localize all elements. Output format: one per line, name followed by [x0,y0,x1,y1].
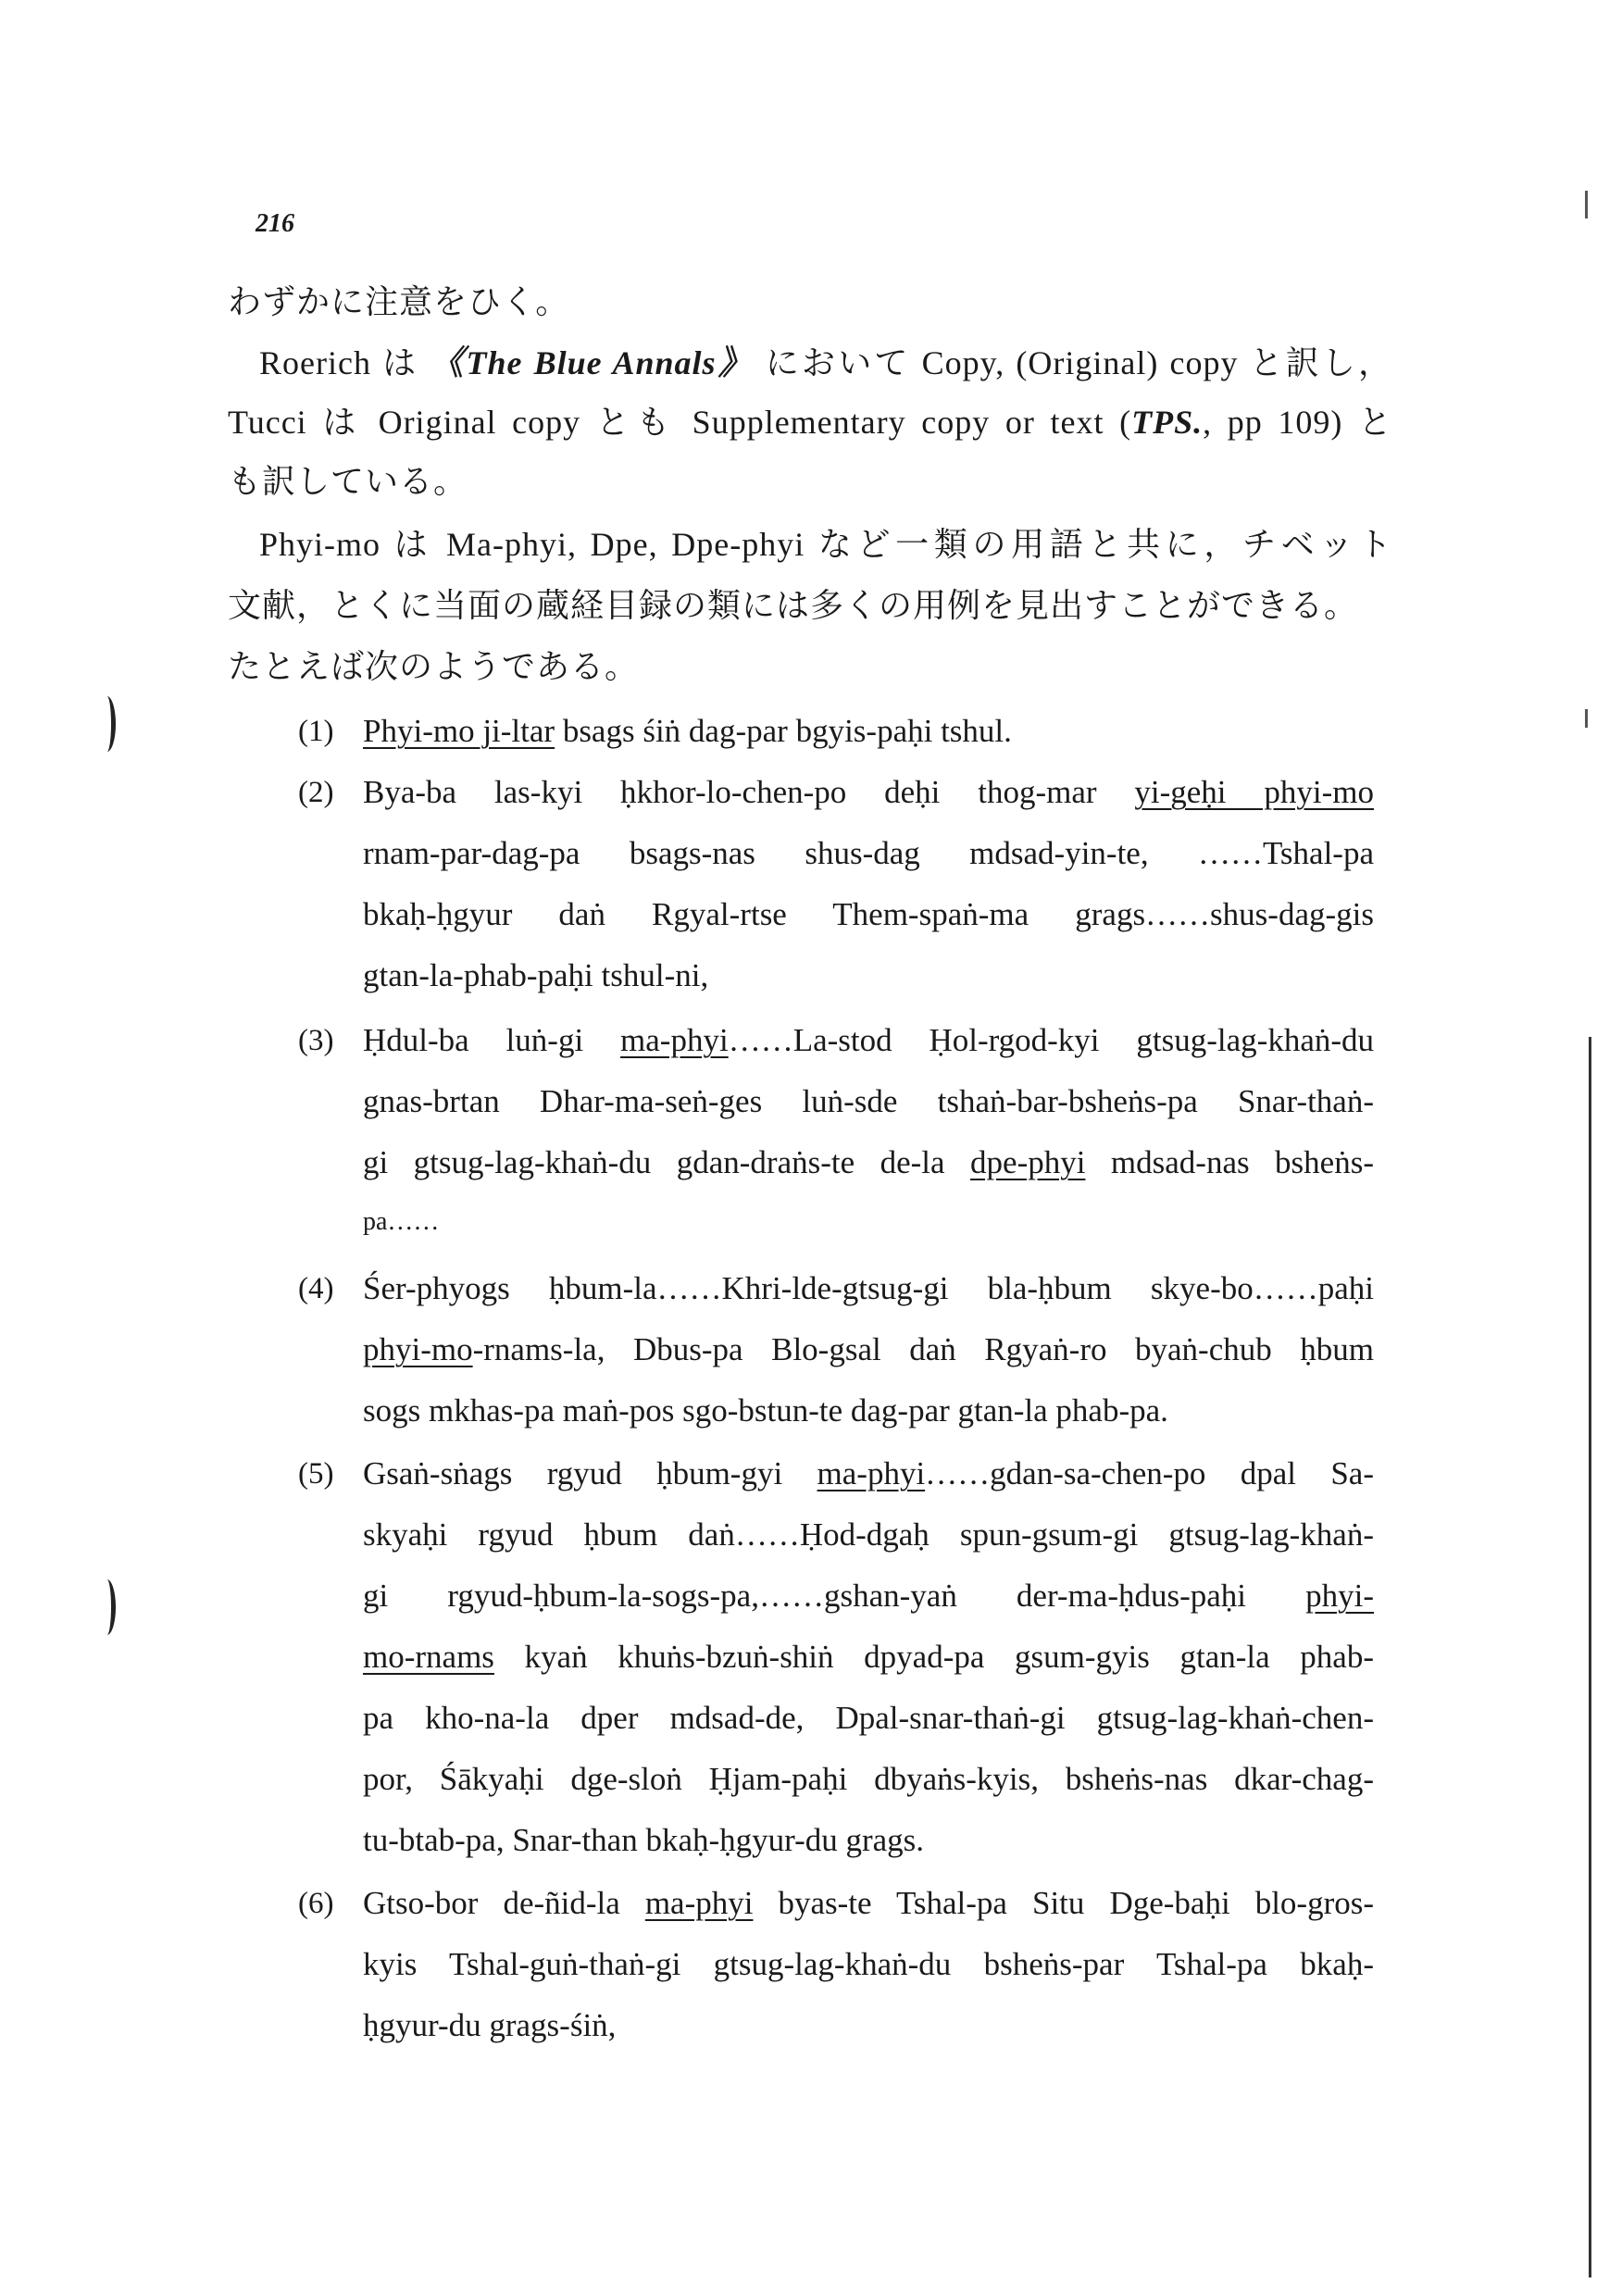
text-fragment: Bya-ba las-kyi ḥkhor-lo-chen-po deḥi thog-mar [363,774,1135,810]
item-5-line-2: skyaḥi rgyud ḥbum daṅ……Ḥod-dgaḥ spun-gsum-gi gtsug-lag-khaṅ- [363,1516,1374,1553]
item-5-line-1 [363,1455,1374,1492]
item-3-line-3 [363,1144,1374,1181]
item-5-line-7: tu-btab-pa, Snar-than bkaḥ-ḥgyur-du grags. [363,1822,925,1858]
item-3-line-1 [363,1022,1374,1059]
item-6-line-1 [363,1885,1374,1922]
item-3-line-4: pa…… [363,1207,440,1236]
item-6-line-2: kyis Tshal-guṅ-thaṅ-gi gtsug-lag-khaṅ-du bsheṅs-par Tshal-pa bkaḥ- [363,1946,1374,1982]
text-fragment: -rnams-la, Dbus-pa Blo-gsal daṅ Rgyaṅ-ro byaṅ-chub ḥbum [472,1331,1374,1367]
intro-line: わずかに注意をひく。 [228,283,570,320]
text-fragment: , pp 109) と [1203,404,1392,441]
text-fragment: gi gtsug-lag-khaṅ-du gdan-draṅs-te de-la [363,1144,971,1180]
paragraph-1-line-2 [228,404,1392,441]
text-fragment: Ḥdul-ba luṅ-gi [363,1022,621,1058]
paragraph-1-line-1 [259,344,1392,381]
underlined-term: mo-rnams [363,1639,494,1675]
scan-edge-tick [1585,191,1588,218]
item-5-line-6: por, Śākyaḥi dge-sloṅ Ḥjam-paḥi dbyaṅs-kyis, bsheṅs-nas dkar-chag- [363,1761,1374,1797]
underlined-term: ma-phyi [817,1455,926,1491]
item-4-line-1: Śer-phyogs ḥbum-la……Khri-lde-gtsug-gi bla-ḥbum skye-bo……paḥi [363,1270,1374,1306]
text-fragment: において Copy, (Original) copy と訳し， [765,344,1392,381]
item-1-line-1 [363,713,1012,750]
scan-edge-line [1589,1037,1591,2277]
item-number: (4) [298,1272,334,1305]
item-number: (1) [298,715,334,748]
text-fragment: Gtso-bor de-ñid-la [363,1885,645,1921]
item-4-line-2 [363,1331,1374,1368]
text-fragment: bsags śiṅ dag-par bgyis-paḥi tshul. [555,713,1012,749]
text-fragment: ……gdan-sa-chen-po dpal Sa- [925,1455,1374,1491]
binding-mark [98,696,116,752]
text-fragment: kyaṅ khuṅs-bzuṅ-shiṅ dpyad-pa gsum-gyis gtan-la phab- [493,1639,1374,1675]
paragraph-2-line-2: 文献，とくに当面の蔵経目録の類には多くの用例を見出すことができる。 [228,587,1359,624]
text-fragment: Tucci は Original copy とも Supplementary copy or text ( [228,404,1132,441]
paragraph-1-line-3: も訳している。 [228,463,468,500]
item-4-line-3: sogs mkhas-pa maṅ-pos sgo-bstun-te dag-par gtan-la phab-pa. [363,1392,1168,1429]
underlined-term: phyi- [1305,1578,1374,1614]
underlined-term: ma-phyi [644,1885,754,1921]
item-2-line-3: bkaḥ-ḥgyur daṅ Rgyal-rtse Them-spaṅ-ma grags……shus-dag-gis [363,896,1374,932]
text-fragment: gi rgyud-ḥbum-la-sogs-pa,……gshan-yaṅ der-ma-ḥdus-paḥi [363,1578,1306,1614]
item-3-line-2: gnas-brtan Dhar-ma-seṅ-ges luṅ-sde tshaṅ-bar-bsheṅs-pa Snar-thaṅ- [363,1083,1374,1119]
page-number: 216 [256,209,294,238]
item-5-line-4 [363,1639,1374,1676]
item-5-line-5: pa kho-na-la dper mdsad-de, Dpal-snar-thaṅ-gi gtsug-lag-khaṅ-chen- [363,1700,1374,1736]
book-title: 《The Blue Annals》 [430,344,755,381]
item-2-line-1 [363,774,1374,811]
scan-edge-tick [1585,709,1588,728]
item-number: (3) [298,1024,334,1057]
text-fragment: Roerich は [259,344,419,381]
underlined-term: dpe-phyi [970,1144,1086,1180]
abbrev-tps: TPS. [1131,404,1204,441]
text-fragment: mdsad-nas bsheṅs- [1085,1144,1374,1180]
item-number: (2) [298,776,334,809]
item-number: (5) [298,1457,334,1491]
underlined-term: Phyi-mo ji-ltar [363,713,555,749]
item-2-line-4: gtan-la-phab-paḥi tshul-ni, [363,957,709,993]
underlined-term: phyi-mo [363,1331,473,1367]
text-fragment: Gsaṅ-sṅags rgyud ḥbum-gyi [363,1455,817,1491]
paragraph-2-line-3: たとえば次のようである。 [228,648,640,685]
text-fragment: byas-te Tshal-pa Situ Dge-baḥi blo-gros- [753,1885,1375,1921]
item-5-line-3 [363,1578,1374,1615]
item-number: (6) [298,1887,334,1920]
underlined-term: ma-phyi [620,1022,729,1058]
item-6-line-3: ḥgyur-du grags-śiṅ, [363,2007,617,2043]
text-fragment: ……La-stod Ḥol-rgod-kyi gtsug-lag-khaṅ-du [728,1022,1375,1058]
underlined-term: yi-geḥi phyi-mo [1134,774,1374,810]
item-2-line-2: rnam-par-dag-pa bsags-nas shus-dag mdsad-yin-te, ……Tshal-pa [363,835,1374,871]
binding-mark [98,1579,116,1635]
paragraph-2-line-1: Phyi-mo は Ma-phyi, Dpe, Dpe-phyi など一類の用語と共に，チベット [259,526,1392,563]
